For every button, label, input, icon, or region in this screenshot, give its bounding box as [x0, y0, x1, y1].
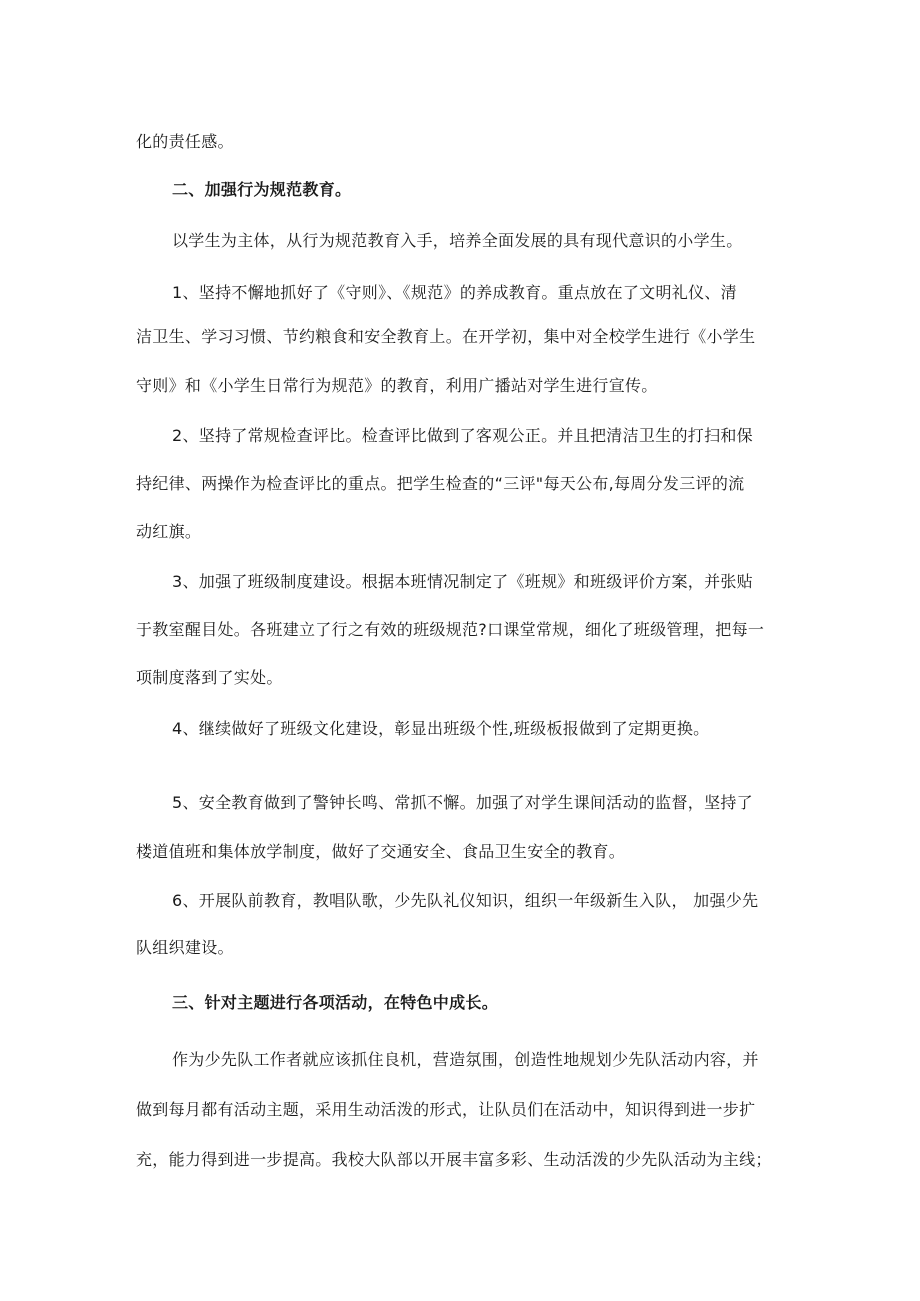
text-line: 5、安全教育做到了警钟长鸣、常抓不懈。加强了对学生课间活动的监督，坚持了 — [172, 793, 753, 812]
section-heading-2: 二、加强行为规范教育。 — [172, 180, 352, 199]
text-line: 动红旗。 — [136, 522, 202, 541]
text-line: 1、坚持不懈地抓好了《守则》、《规范》的养成教育。重点放在了文明礼仪、清 — [172, 283, 737, 302]
text-line: 于教室醒目处。各班建立了行之有效的班级规范?口课堂常规，细化了班级管理，把每一 — [136, 620, 765, 639]
text-line: 做到每月都有活动主题，采用生动活泼的形式，让队员们在活动中，知识得到进一步扩 — [136, 1100, 756, 1119]
text-line: 3、加强了班级制度建设。根据本班情况制定了《班规》和班级评价方案，并张贴 — [172, 572, 753, 591]
text-line: 队组织建设。 — [136, 938, 234, 957]
text-line: 楼道值班和集体放学制度，做好了交通安全、食品卫生安全的教育。 — [136, 842, 626, 861]
text-line: 项制度落到了实处。 — [136, 668, 283, 687]
text-line: 以学生为主体，从行为规范教育入手，培养全面发展的具有现代意识的小学生。 — [172, 231, 743, 250]
text-line: 持纪律、两操作为检查评比的重点。把学生检查的“三评"每天公布,每周分发三评的流 — [136, 474, 745, 493]
text-line: 4、继续做好了班级文化建设，彰显出班级个性,班级板报做到了定期更换。 — [172, 719, 710, 738]
section-heading-3: 三、针对主题进行各项活动，在特色中成长。 — [172, 993, 499, 1012]
text-line: 洁卫生、学习习惯、节约粮食和安全教育上。在开学初，集中对全校学生进行《小学生 — [136, 327, 756, 346]
text-line: 2、坚持了常规检查评比。检查评比做到了客观公正。并且把清洁卫生的打扫和保 — [172, 426, 753, 445]
text-line: 作为少先队工作者就应该抓住良机，营造氛围，创造性地规划少先队活动内容，并 — [172, 1050, 759, 1069]
text-line: 守则》和《小学生日常行为规范》的教育，利用广播站对学生进行宣传。 — [136, 376, 658, 395]
text-line: 6、开展队前教育，教唱队歌，少先队礼仪知识，组织一年级新生入队， 加强少先 — [172, 891, 759, 910]
text-line: 充，能力得到进一步提高。我校大队部以开展丰富多彩、生动活泼的少先队活动为主线； — [136, 1150, 772, 1169]
text-line: 化的责任感。 — [136, 132, 234, 151]
